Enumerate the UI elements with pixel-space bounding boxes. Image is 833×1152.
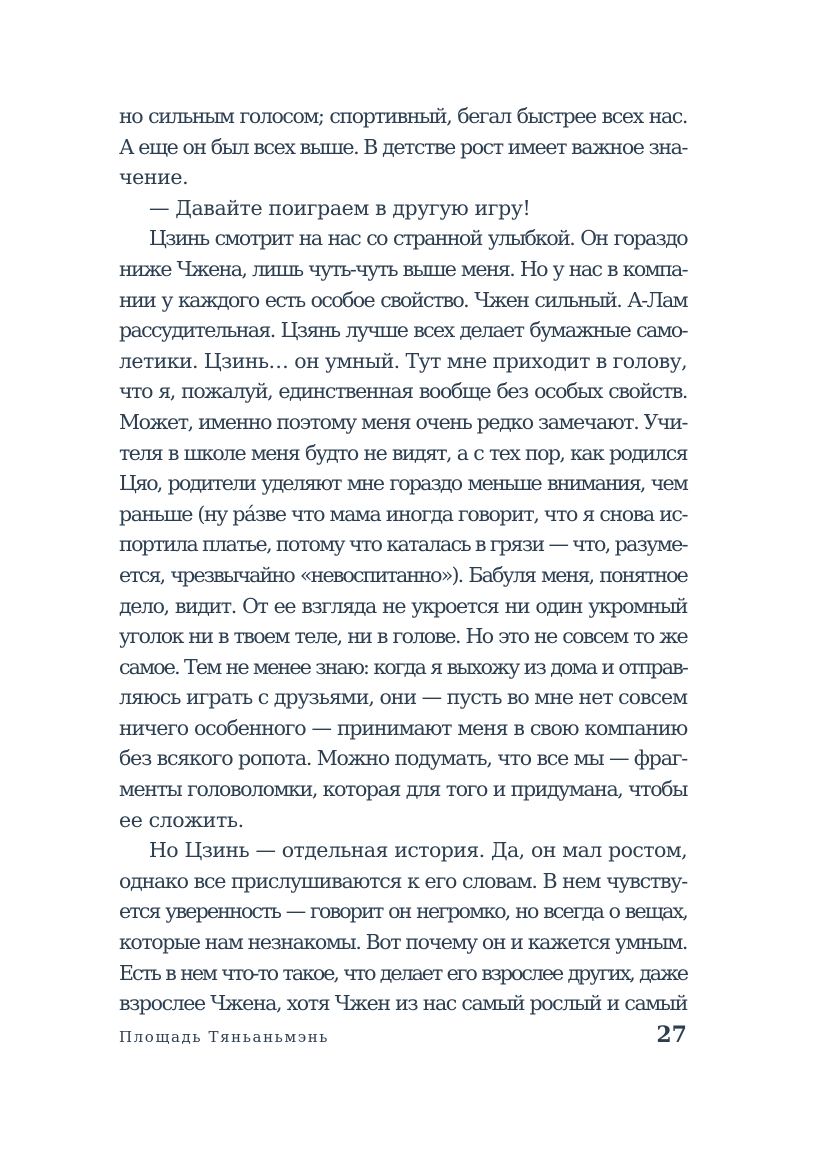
page-number: 27	[656, 1022, 687, 1048]
text-line: Но Цзинь — отдельная история. Да, он мал ростом,	[149, 838, 687, 863]
text-line: однако все прислушиваются к его словам. В нем чувству-	[119, 868, 687, 893]
text-line: рассудительная. Цзянь лучше всех делает бумажные само-	[119, 318, 687, 343]
text-line: без всякого ропота. Можно подумать, что все мы — фраг-	[119, 746, 687, 771]
text-line: летики. Цзинь… он умный. Тут мне приходит в голову,	[119, 348, 687, 373]
text-line: теля в школе меня будто не видят, а с тех пор, как родился	[119, 440, 687, 465]
text-line: портила платье, потому что каталась в грязи — что, разуме-	[119, 532, 687, 557]
text-line: чение.	[119, 165, 189, 190]
text-line: которые нам незнакомы. Вот почему он и кажется умным.	[119, 930, 687, 955]
text-line: ляюсь играть с друзьями, они — пусть во мне нет совсем	[119, 685, 688, 710]
text-line: Цяо, родители уделяют мне гораздо меньше внимания, чем	[119, 471, 687, 496]
text-line: ниже Чжена, лишь чуть-чуть выше меня. Но у нас в компа-	[119, 256, 687, 281]
text-line: взрослее Чжена, хотя Чжен из нас самый рослый и самый	[119, 991, 687, 1016]
text-line: Цзинь смотрит на нас со странной улыбкой. Он гораздо	[149, 226, 687, 251]
body-text	[119, 101, 687, 1019]
text-line: Может, именно поэтому меня очень редко замечают. Учи-	[119, 409, 687, 434]
text-line: А еще он был всех выше. В детстве рост имеет важное зна-	[119, 134, 688, 159]
text-line: дело, видит. От ее взгляда не укроется ни один укромный	[119, 593, 687, 618]
text-line: Есть в нем что-то такое, что делает его взрослее других, даже	[119, 960, 687, 985]
text-line: менты головоломки, которая для того и придумана, чтобы	[119, 777, 687, 802]
text-line: ничего особенного — принимают меня в свою компанию	[119, 715, 687, 740]
text-line: уголок ни в твоем теле, ни в голове. Но это не совсем то же	[119, 624, 687, 649]
text-line: но сильным голосом; спортивный, бегал быстрее всех нас.	[119, 104, 687, 128]
running-footer-title: Площадь Тяньаньмэнь	[119, 1028, 330, 1046]
text-line: что я, пожалуй, единственная вообще без особых свойств.	[119, 379, 687, 404]
text-line: раньше (ну ра́зве что мама иногда говорит, что я снова ис-	[119, 501, 687, 526]
text-line: ется, чрезвычайно «невоспитанно»). Бабуля меня, понятное	[119, 562, 687, 587]
text-line: нии у каждого есть особое свойство. Чжен сильный. А-Лам	[119, 287, 687, 312]
text-line: самое. Тем не менее знаю: когда я выхожу из дома и отправ-	[119, 654, 687, 679]
text-line: — Давайте поиграем в другую игру!	[149, 195, 531, 220]
text-line: ее сложить.	[119, 807, 244, 832]
text-line: ется уверенность — говорит он негромко, но всегда о вещах,	[119, 899, 687, 924]
